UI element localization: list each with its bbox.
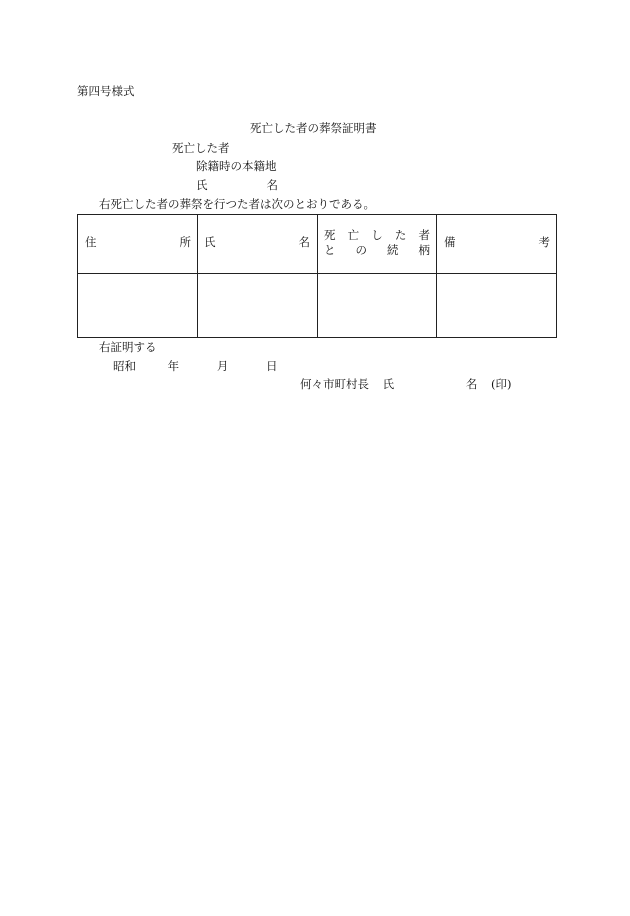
funeral-table [77, 214, 557, 338]
header-name: 氏 名 [204, 235, 310, 249]
table-column-divider [197, 215, 198, 337]
name-label-surname: 氏 [196, 178, 208, 192]
deceased-name-label [196, 180, 278, 192]
document-title: 死亡した者の葬祭証明書 [250, 121, 377, 135]
date-era: 昭和 [113, 359, 136, 373]
domicile-label: 除籍時の本籍地 [196, 159, 277, 173]
signer-line [300, 379, 511, 391]
header-address: 住 所 [85, 235, 191, 249]
deceased-heading: 死亡した者 [172, 141, 230, 155]
date-year-label: 年 [167, 359, 180, 373]
signer-title: 何々市町村長 [300, 377, 369, 391]
table-column-divider [436, 215, 437, 337]
form-number: 第四号様式 [77, 84, 135, 98]
date-month-label: 月 [216, 359, 229, 373]
seal-mark: (印) [490, 377, 512, 391]
signer-name-surname: 氏 [382, 377, 395, 391]
date-day-label: 日 [265, 359, 278, 373]
header-relationship [324, 230, 430, 260]
table-header-divider [78, 273, 556, 274]
header-relationship-line-1: 死 亡 し た 者 [324, 228, 430, 242]
certification-text: 右証明する [99, 340, 157, 354]
header-remarks: 備 考 [444, 235, 550, 249]
table-column-divider [317, 215, 318, 337]
signer-name-given: 名 [465, 377, 478, 391]
header-relationship-line-2: と の 続 柄 [324, 243, 430, 257]
statement-text: 右死亡した者の葬祭を行つた者は次のとおりである。 [99, 197, 375, 211]
name-label-given: 名 [266, 178, 278, 192]
certification-date [113, 361, 277, 373]
